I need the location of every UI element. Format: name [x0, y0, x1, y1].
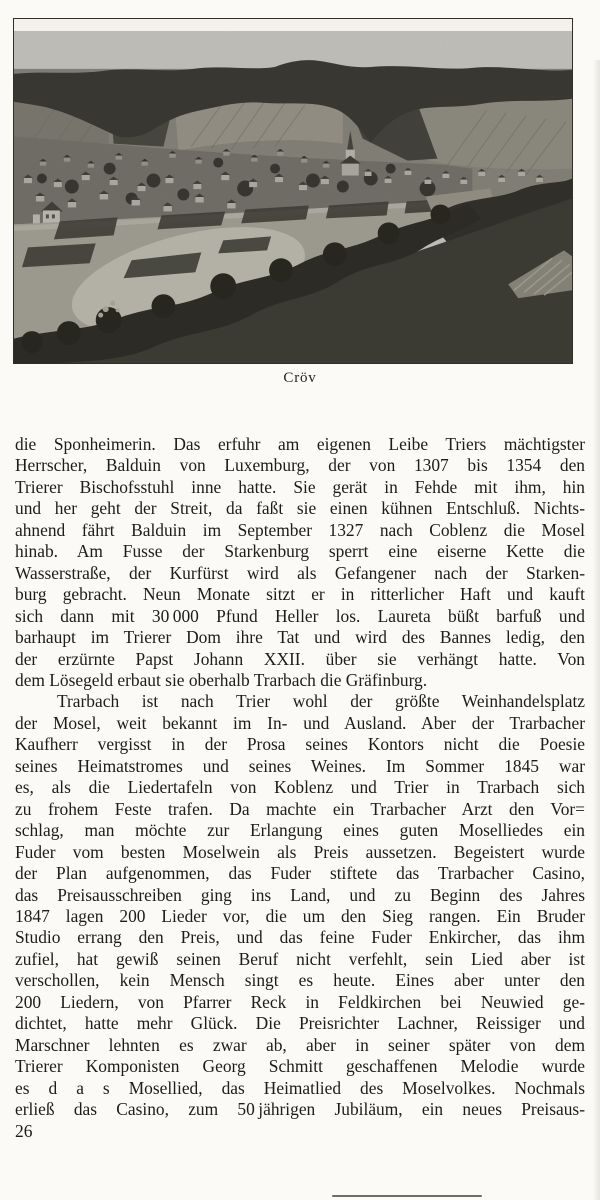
text-line: sich dann mit 30 000 Pfund Heller los. Laureta büßt barfuß und: [15, 605, 585, 626]
text-line: dem Lösegeld erbaut sie oberhalb Trarbach die Gräfinburg.: [15, 669, 428, 690]
photo-frame: [13, 18, 573, 364]
photo-caption: Cröv: [283, 370, 317, 386]
paragraph-trarbach: [15, 691, 585, 1120]
text-line: die Sponheimerin. Das erfuhr am eigenen Leibe Triers mächtigster: [15, 434, 585, 454]
text-line: verschollen, kein Mensch singt es heute. Eines aber unter den: [15, 970, 585, 991]
body-text-block: [15, 434, 585, 1121]
scan-artifact-line: [332, 1195, 482, 1197]
text-line: 200 Liedern, von Pfarrer Reck in Feldkirchen bei Neuwied ge-: [15, 991, 585, 1012]
text-line: ahnend fährt Balduin im September 1327 nach Coblenz die Mosel: [15, 519, 585, 540]
text-line: der erzürnte Papst Johann XXII. über sie verhängt hatte. Von: [15, 648, 585, 669]
text-line: zufiel, hat gewiß seinen Beruf nicht verfehlt, sein Lied aber ist: [15, 948, 585, 969]
text-line: Trierer Bischofsstuhl inne hatte. Sie gerät in Fehde mit ihm, hin: [15, 476, 585, 497]
text-line: Herrscher, Balduin von Luxemburg, der von 1307 bis 1354 den: [15, 455, 585, 476]
text-line: und her geht der Streit, da faßt sie einen kühnen Entschluß. Nichts-: [15, 498, 585, 519]
text-line: dichtet, hatte mehr Glück. Die Preisrichter Lachner, Reissiger und: [15, 1013, 585, 1034]
text-line: es d a s Mosellied, das Heimatlied des Moselvolkes. Nochmals: [15, 1077, 585, 1098]
text-line: hinab. Am Fusse der Starkenburg sperrt eine eiserne Kette die: [15, 541, 585, 562]
text-line: Wasserstraße, der Kurfürst wird als Gefangener nach der Starken-: [15, 562, 585, 583]
text-line: schlag, man möchte zur Erlangung eines guten Moselliedes ein: [15, 820, 585, 841]
text-line: Trarbach ist nach Trier wohl der größte Weinhandelsplatz: [57, 691, 585, 712]
text-line: erließ das Casino, zum 50 jährigen Jubiläum, ein neues Preisaus-: [15, 1099, 585, 1120]
text-line: der Mosel, weit bekannt im In- und Ausland. Aber der Trarbacher: [15, 712, 585, 733]
text-line: burg gebracht. Neun Monate sitzt er in ritterlicher Haft und kauft: [15, 584, 585, 605]
page-edge-shadow: [593, 60, 600, 1200]
text-line: 1847 lagen 200 Lieder vor, die um den Sieg rangen. Ein Bruder: [15, 905, 585, 926]
text-line: Fuder vom besten Moselwein als Preis aussetzen. Begeistert wurde: [15, 841, 585, 862]
text-line: Trierer Komponisten Georg Schmitt geschaffenen Melodie wurde: [15, 1056, 585, 1077]
text-line: Kaufherr vergisst in der Prosa seines Kontors nicht die Poesie: [15, 734, 585, 755]
text-line: Marschner lehnten es zwar ab, aber in seiner später von dem: [15, 1034, 585, 1055]
paragraph-sponheimerin: [15, 434, 585, 691]
text-line: der Plan aufgenommen, das Fuder stiftete das Trarbacher Casino,: [15, 863, 585, 884]
text-line: es, als die Liedertafeln von Koblenz und Trier in Trarbach sich: [15, 777, 585, 798]
page-number: 26: [15, 1121, 33, 1141]
text-line: zu frohem Feste trafen. Da machte ein Trarbacher Arzt den Vor=: [15, 798, 585, 819]
text-line: barhaupt im Trierer Dom ihre Tat und wird des Bannes ledig, den: [15, 627, 585, 648]
photo-grain-overlay: [14, 47, 572, 363]
text-line: seines Heimatstromes und seines Weines. Im Sommer 1845 war: [15, 755, 585, 776]
crov-photo-illustration: [14, 19, 572, 363]
text-line: das Preisausschreiben ging ins Land, und zu Beginn des Jahres: [15, 884, 585, 905]
text-line: Studio errang den Preis, und das feine Fuder Enkircher, das ihm: [15, 927, 585, 948]
